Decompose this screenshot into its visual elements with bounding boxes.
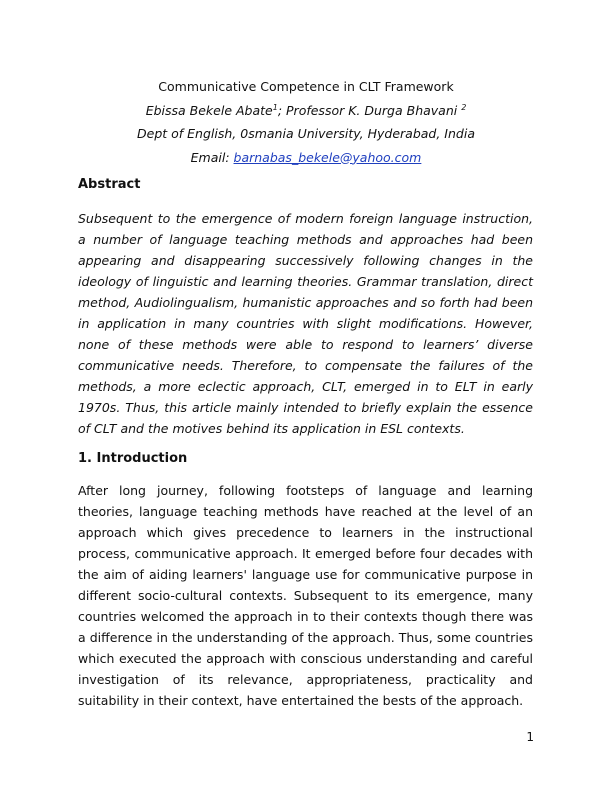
author-2: Professor K. Durga Bhavani	[286, 102, 462, 118]
email-link[interactable]: barnabas_bekele@yahoo.com	[233, 149, 422, 165]
email-label: Email:	[190, 149, 234, 165]
author-1: Ebissa Bekele Abate	[145, 102, 273, 118]
paper-title: Communicative Competence in CLT Framework	[158, 79, 454, 94]
author-2-affiliation-mark: 2	[461, 102, 467, 112]
abstract-heading: Abstract	[78, 177, 141, 192]
introduction-text: After long journey, following footsteps of language and learning theories, language teaching methods have reached at the level of an approach which gives precedence to learners in the instructional process, communicative approach. It emerged before four decades with the aim of aiding learners' language use for communicative purpose in different socio-cultural contexts. Subsequent to its emergence, many countries welcomed the approach in to their contexts though there was a difference in the understanding of the approach. Thus, some countries which executed the approach with conscious understanding and careful investigation of its relevance, appropriateness, practicality and suitability in their context, have entertained the bests of the approach.	[78, 483, 533, 708]
author-line	[78, 99, 534, 123]
author-1-affiliation-mark: 1	[272, 102, 278, 112]
title-block	[78, 75, 534, 169]
introduction-heading: 1. Introduction	[78, 451, 188, 466]
email-line	[78, 146, 534, 170]
affiliation: Dept of English, 0smania University, Hyderabad, India	[137, 126, 475, 141]
abstract-text: Subsequent to the emergence of modern foreign language instruction, a number of language teaching methods and approaches had been appearing and disappearing successively following changes in the ideology of linguistic and learning theories. Grammar translation, direct method, Audiolingualism, humanistic approaches and so forth had been in application in many countries with slight modifications. However, none of these methods were able to respond to learners’ diverse communicative needs. Therefore, to compensate the failures of the methods, a more eclectic approach, CLT, emerged in to ELT in early 1970s. Thus, this article mainly intended to briefly explain the essence of CLT and the motives behind its application in ESL contexts.	[78, 211, 533, 436]
author-separator: ;	[277, 102, 287, 118]
page-number: 1	[526, 730, 534, 744]
